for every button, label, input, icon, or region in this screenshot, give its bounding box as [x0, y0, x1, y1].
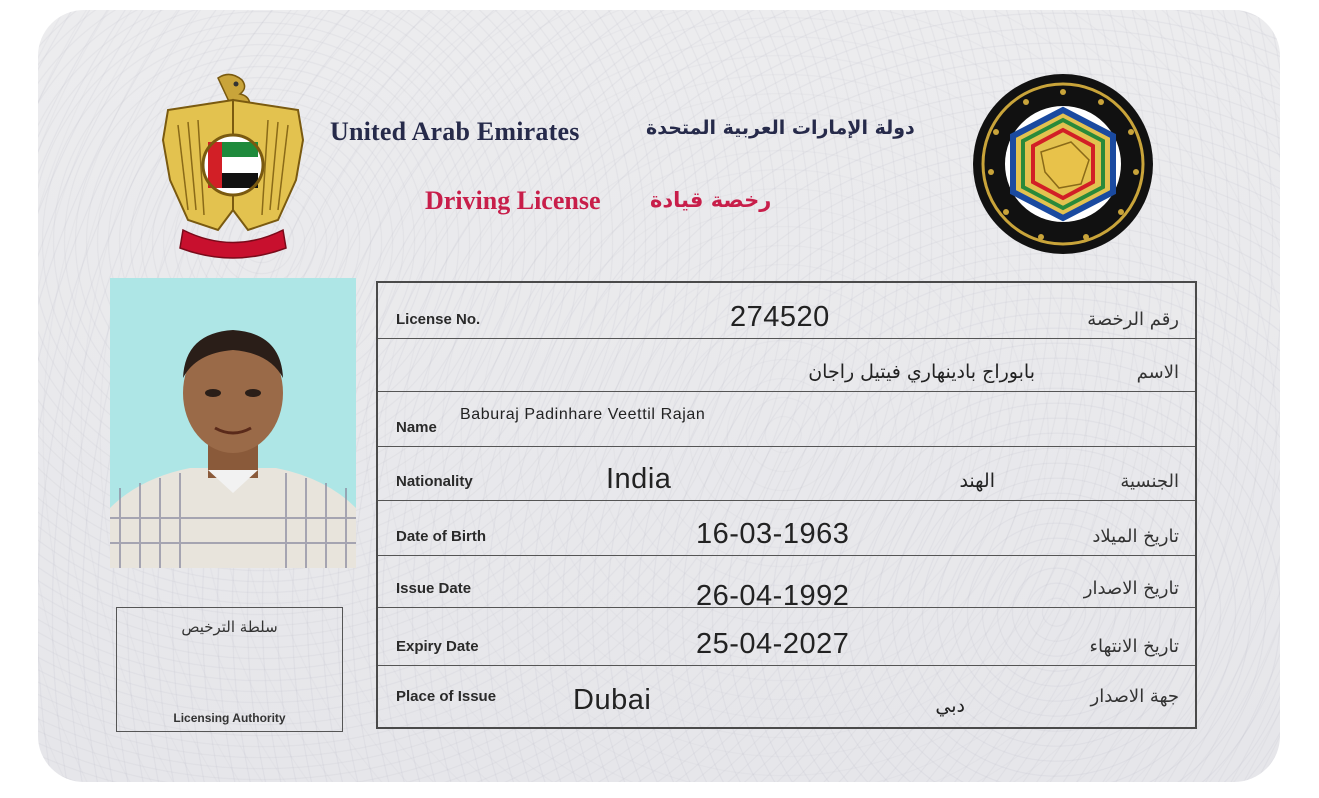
uae-emblem-icon: [158, 70, 308, 260]
license-details-table: [376, 281, 1197, 729]
license-no-value: 274520: [730, 301, 830, 333]
license-card: [38, 10, 1280, 782]
licensing-authority-box: [116, 607, 343, 732]
row-name-en: [378, 391, 1195, 447]
issue-date-label: Issue Date: [396, 580, 472, 597]
row-issue-date: [378, 555, 1195, 612]
license-no-label-ar: رقم الرخصة: [1087, 309, 1179, 330]
expiry-date-value: 25-04-2027: [696, 628, 850, 660]
row-license-no: [378, 283, 1195, 339]
row-date-of-birth: [378, 500, 1195, 556]
row-nationality: [378, 446, 1195, 501]
expiry-date-label-ar: تاريخ الانتهاء: [1089, 636, 1179, 657]
holder-photo: [110, 278, 356, 568]
country-name-ar: دولة الإمارات العربية المتحدة: [646, 117, 915, 139]
place-of-issue-value-ar: دبي: [935, 695, 965, 717]
place-of-issue-value: Dubai: [573, 684, 652, 716]
expiry-date-label: Expiry Date: [396, 638, 479, 655]
row-expiry-date: [378, 607, 1195, 666]
nationality-value-ar: الهند: [959, 470, 995, 492]
name-label-ar: الاسم: [1136, 362, 1179, 383]
licensing-authority-label-ar: سلطة الترخيص: [181, 618, 278, 636]
row-name-ar: [378, 338, 1195, 392]
issue-date-label-ar: تاريخ الاصدار: [1083, 578, 1179, 599]
licensing-authority-label-en: Licensing Authority: [173, 711, 286, 725]
dob-label: Date of Birth: [396, 528, 486, 545]
name-value: Baburaj Padinhare Veettil Rajan: [460, 406, 706, 423]
name-value-ar: بابوراج بادينهاري فيتيل راجان: [808, 361, 1035, 383]
row-place-of-issue: [378, 665, 1195, 727]
issue-date-value: 26-04-1992: [696, 580, 850, 612]
name-label: Name: [396, 419, 437, 436]
nationality-label: Nationality: [396, 473, 473, 490]
dob-label-ar: تاريخ الميلاد: [1092, 526, 1179, 547]
dob-value: 16-03-1963: [696, 518, 850, 550]
license-no-label: License No.: [396, 311, 481, 328]
place-of-issue-label-ar: جهة الاصدار: [1090, 686, 1179, 707]
nationality-value: India: [606, 463, 672, 495]
place-of-issue-label: Place of Issue: [396, 688, 497, 705]
document-title-ar: رخصة قيادة: [650, 188, 772, 212]
document-title-en: Driving License: [425, 186, 601, 215]
country-name-en: United Arab Emirates: [330, 117, 580, 146]
gcc-seal-icon: [971, 72, 1156, 257]
nationality-label-ar: الجنسية: [1120, 471, 1179, 492]
